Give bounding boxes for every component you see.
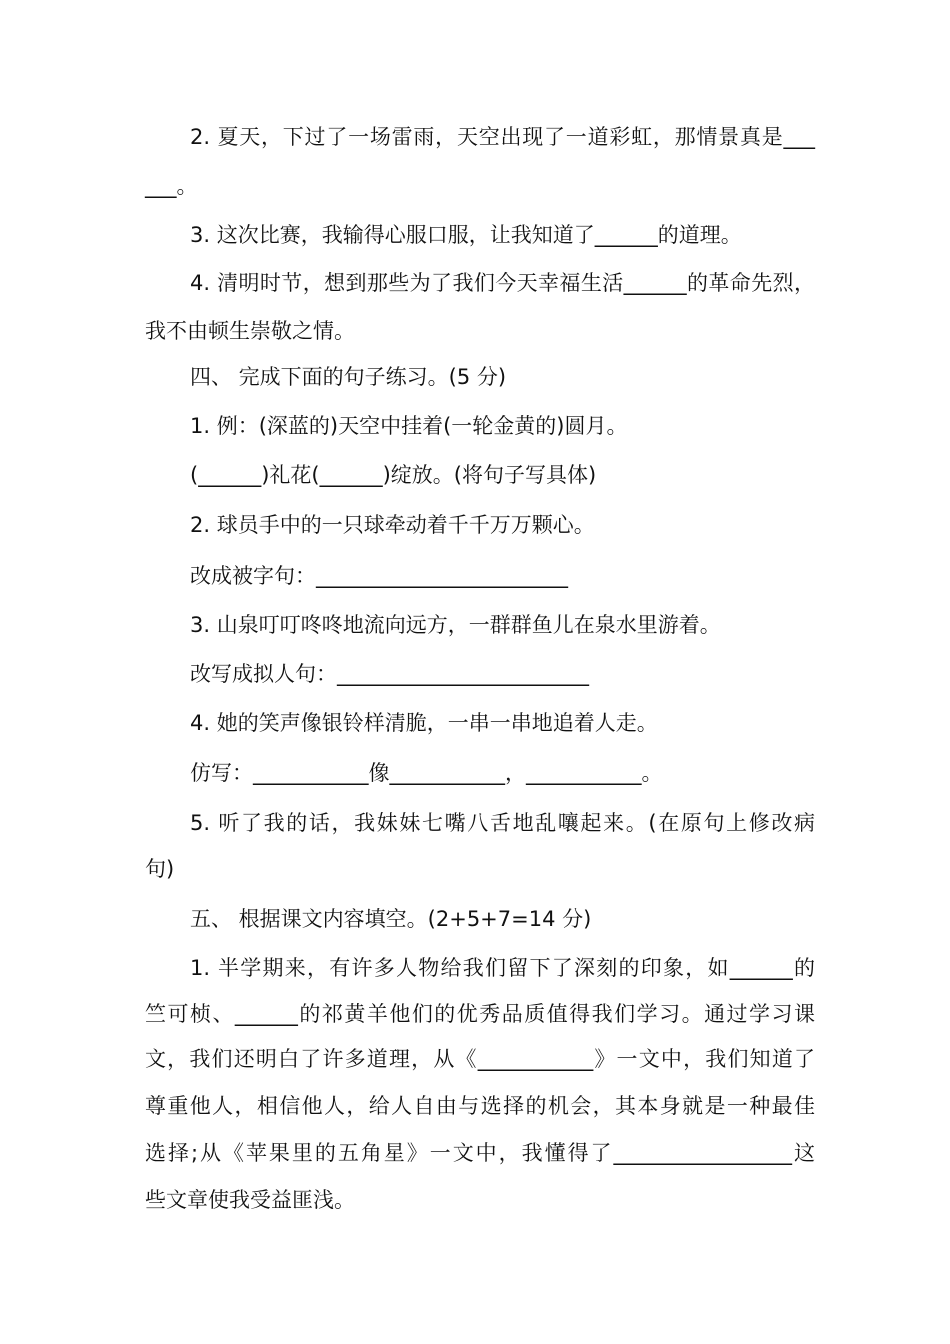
q5-1-line-2: 竺可桢、______的祁黄羊他们的优秀品质值得我们学习。通过学习课: [145, 1002, 815, 1026]
q4-2-sentence: 2. 球员手中的一只球牵动着千千万万颗心。: [190, 513, 595, 537]
q5-1-line-4: 尊重他人，相信他人，给人自由与选择的机会，其本身就是一种最佳: [145, 1094, 815, 1118]
q4-5-line-2: 句): [145, 857, 175, 881]
q4-2-answer: 改成被字句：________________________: [190, 564, 568, 588]
q5-1-line-5: 选择;从《苹果里的五角星》一文中，我懂得了_________________这: [145, 1141, 815, 1165]
q4-3-answer: 改写成拟人句：________________________: [190, 662, 589, 686]
q3-3: 3. 这次比赛，我输得心服口服，让我知道了______的道理。: [190, 223, 742, 247]
section-5-heading: 五、 根据课文内容填空。(2+5+7=14 分): [190, 907, 592, 931]
q5-1-line-3: 文，我们还明白了许多道理，从《___________》一文中，我们知道了: [145, 1047, 815, 1071]
q4-1-example: 1. 例：(深蓝的)天空中挂着(一轮金黄的)圆月。: [190, 414, 628, 438]
q4-4-answer: 仿写：___________像___________，___________。: [190, 761, 663, 785]
q3-4-line-1: 4. 清明时节，想到那些为了我们今天幸福生活______的革命先烈，: [190, 271, 815, 295]
section-4-heading: 四、 完成下面的句子练习。(5 分): [190, 365, 507, 389]
q4-3-sentence: 3. 山泉叮叮咚咚地流向远方，一群群鱼儿在泉水里游着。: [190, 613, 721, 637]
q4-4-sentence: 4. 她的笑声像银铃样清脆，一串一串地追着人走。: [190, 711, 658, 735]
q5-1-line-1: 1. 半学期来，有许多人物给我们留下了深刻的印象，如______的: [190, 956, 815, 980]
q3-2-line-1: 2. 夏天，下过了一场雷雨，天空出现了一道彩虹，那情景真是___: [190, 125, 815, 149]
q3-2-line-2: ___。: [145, 174, 198, 198]
q3-4-line-2: 我不由顿生崇敬之情。: [145, 319, 355, 343]
q4-1-task: (______)礼花(______)绽放。(将句子写具体): [190, 463, 597, 487]
q5-1-line-6: 些文章使我受益匪浅。: [145, 1188, 355, 1212]
q4-5-line-1: 5. 听了我的话，我妹妹七嘴八舌地乱嚷起来。(在原句上修改病: [190, 811, 815, 835]
